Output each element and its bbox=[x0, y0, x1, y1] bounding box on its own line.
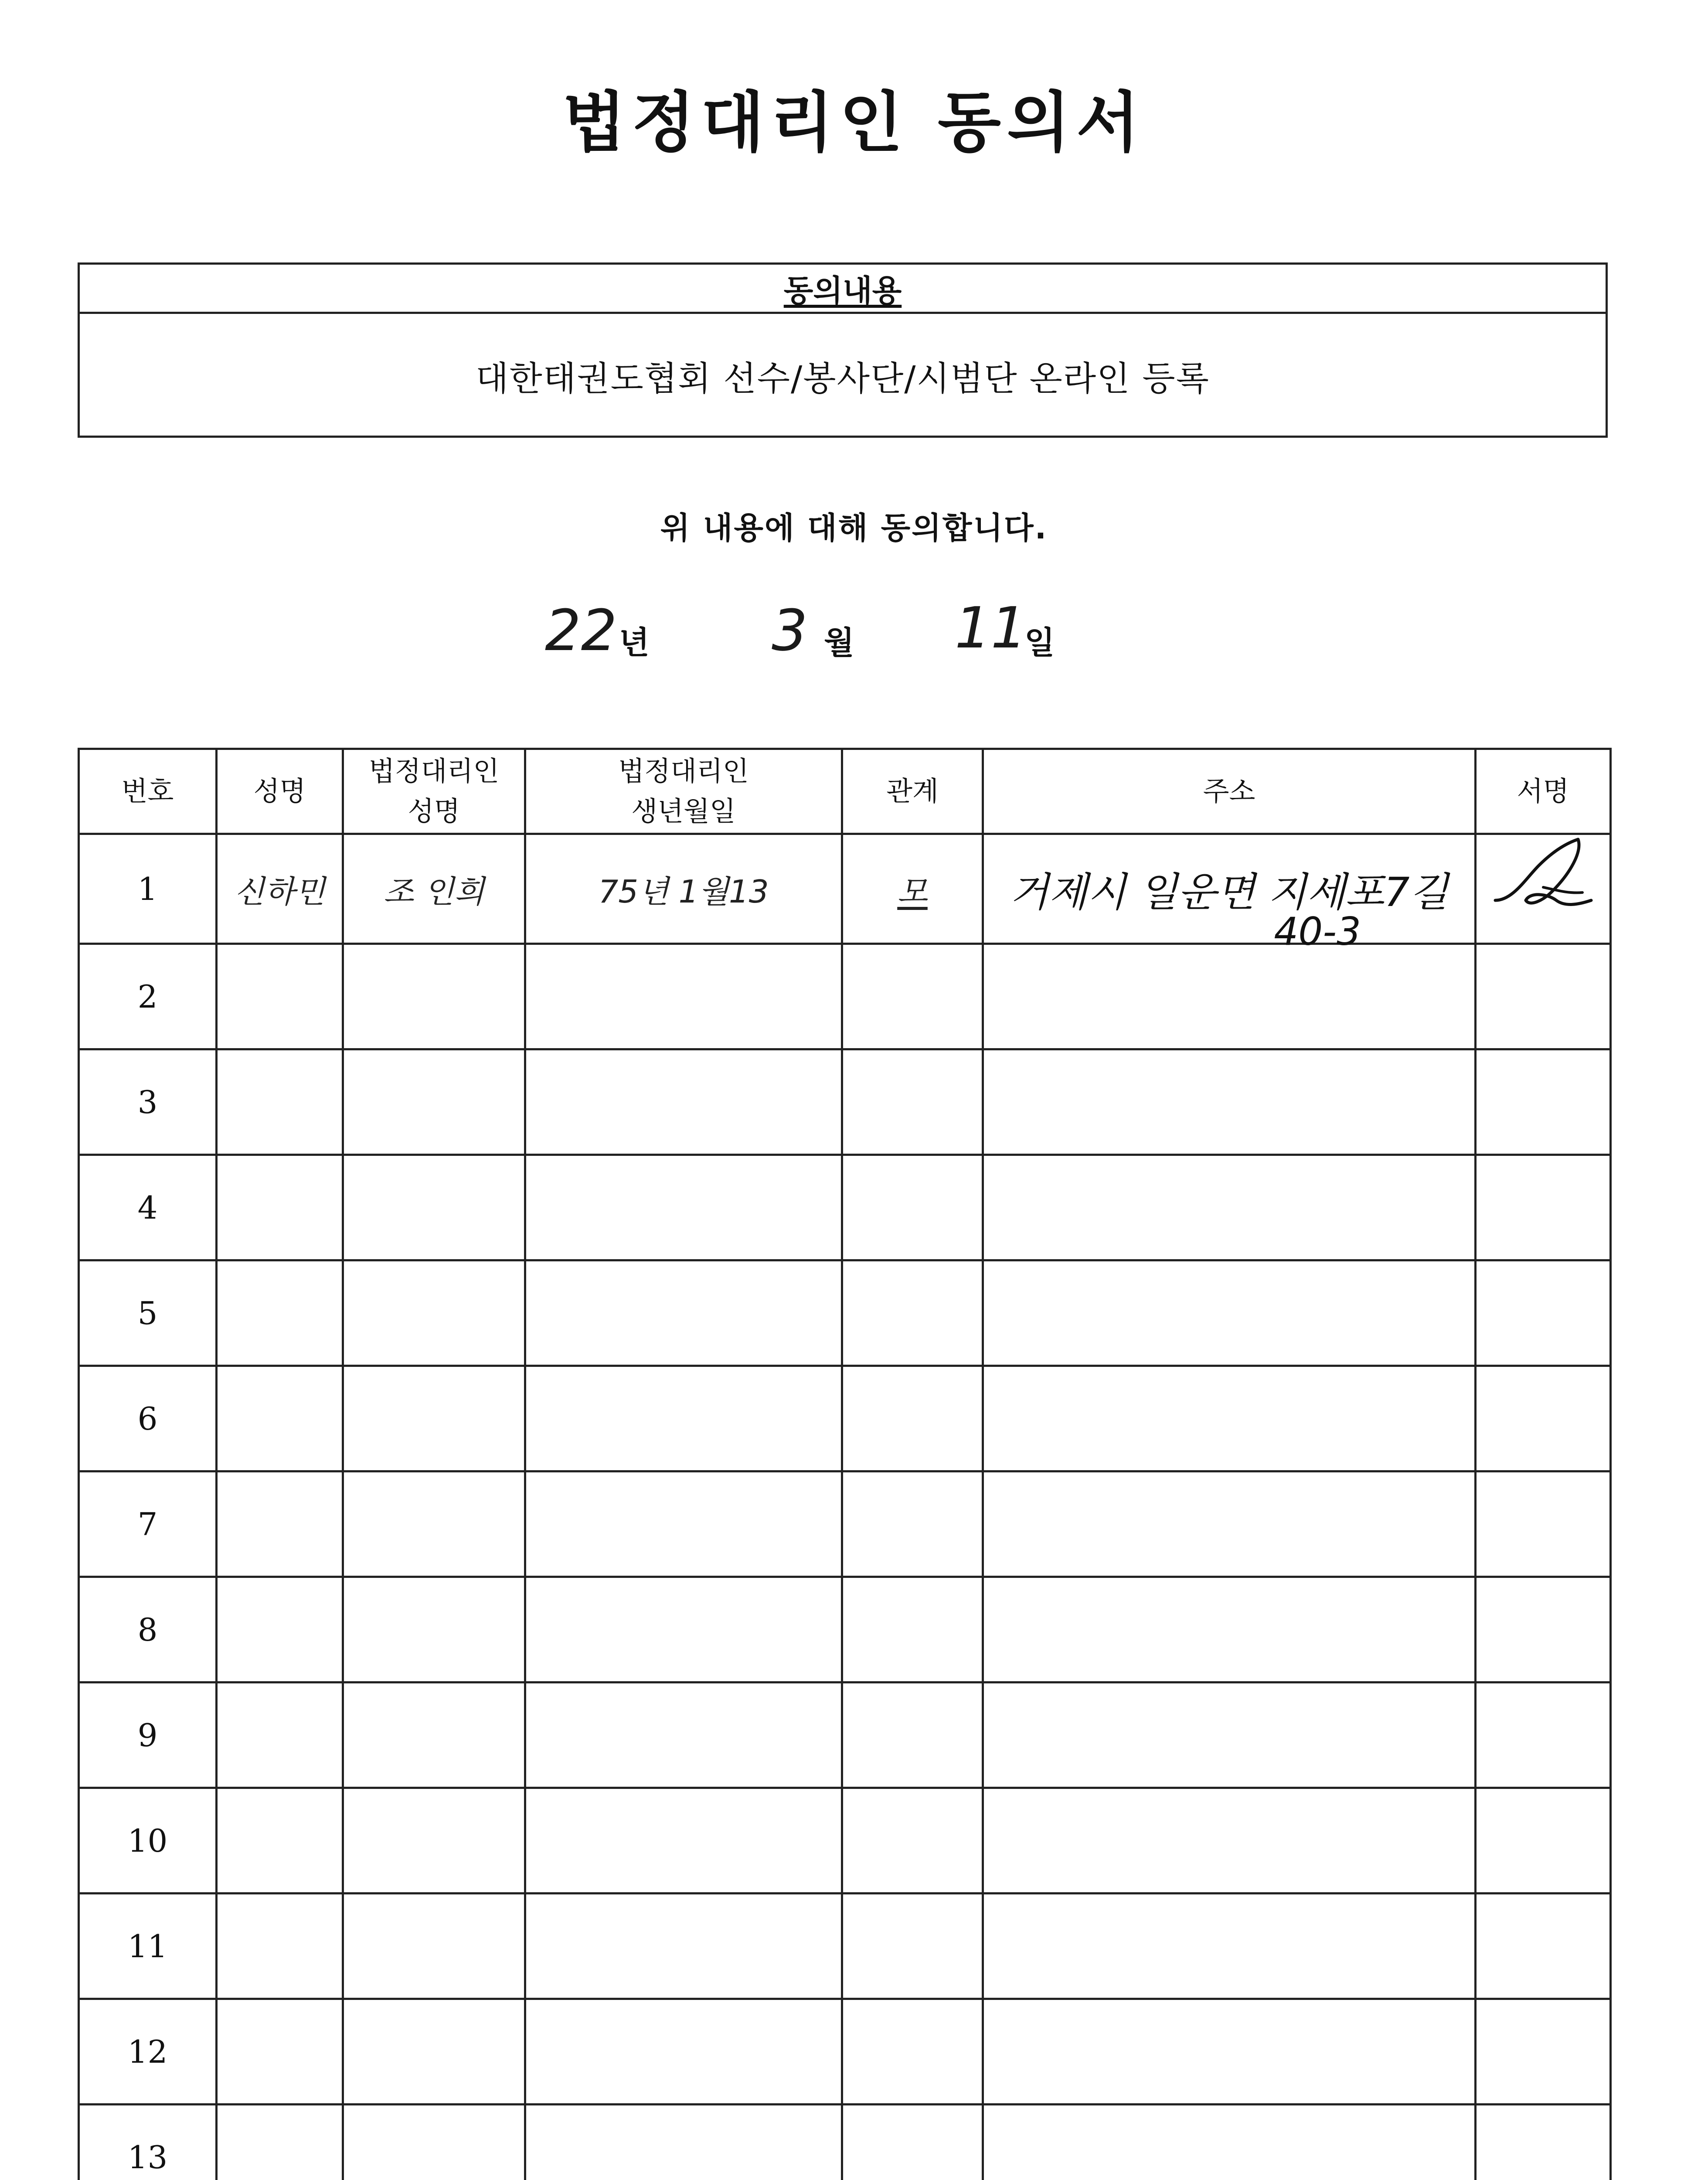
row-number: 1 bbox=[79, 834, 217, 944]
table-row bbox=[79, 1999, 1611, 2105]
date-day[interactable]: 11 bbox=[955, 595, 1027, 661]
relation-cell[interactable] bbox=[842, 1683, 983, 1788]
signature-cell[interactable] bbox=[1476, 1683, 1611, 1788]
signature-cell[interactable] bbox=[1476, 1155, 1611, 1260]
address-cell[interactable] bbox=[983, 1894, 1476, 1999]
guardian-birth-cell[interactable] bbox=[525, 1260, 842, 1366]
signature-cell[interactable] bbox=[1476, 1577, 1611, 1683]
date-year-unit: 년 bbox=[619, 624, 650, 661]
row-number: 4 bbox=[79, 1155, 217, 1260]
guardian-name-cell[interactable] bbox=[343, 1999, 525, 2105]
guardian-birth-cell[interactable] bbox=[525, 1894, 842, 1999]
address-cell[interactable] bbox=[983, 834, 1476, 954]
table-row bbox=[79, 2105, 1611, 2180]
guardian-name-cell[interactable] bbox=[343, 1577, 525, 1683]
relation-cell[interactable] bbox=[842, 2105, 983, 2180]
table-row bbox=[79, 1366, 1611, 1472]
col-header-name: 성명 bbox=[217, 749, 343, 834]
col-header-guardian-name-line1: 법정대리인 bbox=[368, 755, 500, 787]
guardian-birth-cell[interactable]: 75년 1월13 bbox=[525, 834, 842, 944]
col-header-guardian-birth bbox=[525, 749, 842, 834]
date-month-unit: 월 bbox=[824, 624, 854, 661]
row-number: 7 bbox=[79, 1472, 217, 1577]
guardian-birth-cell[interactable] bbox=[525, 1155, 842, 1260]
table-row bbox=[79, 1894, 1611, 1999]
name-cell[interactable] bbox=[217, 2105, 343, 2180]
relation-cell[interactable] bbox=[842, 1366, 983, 1472]
row-number: 3 bbox=[79, 1049, 217, 1155]
guardian-name-cell[interactable] bbox=[343, 1260, 525, 1366]
col-header-guardian-name bbox=[343, 749, 525, 834]
col-header-guardian-birth-line2: 생년월일 bbox=[631, 795, 736, 827]
row-number: 12 bbox=[79, 1999, 217, 2105]
guardian-birth-cell[interactable] bbox=[525, 1999, 842, 2105]
signature-cell[interactable] bbox=[1476, 1049, 1611, 1155]
table-row bbox=[79, 1049, 1611, 1155]
guardian-name-cell[interactable] bbox=[343, 1155, 525, 1260]
guardian-name-cell[interactable] bbox=[343, 1472, 525, 1577]
signature-cell[interactable] bbox=[1476, 1999, 1611, 2105]
relation-value: 모 bbox=[897, 873, 928, 910]
table-row bbox=[79, 944, 1611, 1049]
name-cell[interactable] bbox=[217, 1155, 343, 1260]
address-cell[interactable] bbox=[983, 1577, 1476, 1683]
guardian-birth-cell[interactable] bbox=[525, 2105, 842, 2180]
name-cell[interactable] bbox=[217, 1366, 343, 1472]
relation-cell[interactable] bbox=[842, 1894, 983, 1999]
col-header-guardian-birth-line1: 법정대리인 bbox=[618, 755, 749, 787]
address-cell[interactable] bbox=[983, 1788, 1476, 1894]
relation-cell[interactable] bbox=[842, 1472, 983, 1577]
name-cell[interactable] bbox=[217, 1788, 343, 1894]
relation-cell[interactable] bbox=[842, 1155, 983, 1260]
guardian-name-cell[interactable] bbox=[343, 1049, 525, 1155]
table-row bbox=[79, 1788, 1611, 1894]
signature-cell[interactable] bbox=[1476, 1366, 1611, 1472]
row-number: 6 bbox=[79, 1366, 217, 1472]
address-cell[interactable] bbox=[983, 2105, 1476, 2180]
row-number: 13 bbox=[79, 2105, 217, 2180]
name-cell[interactable] bbox=[217, 944, 343, 1049]
consent-content: 대한태권도협회 선수/봉사단/시범단 온라인 등록 bbox=[476, 359, 1210, 399]
consent-box bbox=[78, 262, 1608, 438]
address-line1: 거제시 일운면 지세포7길 bbox=[1010, 869, 1449, 916]
col-header-relation: 관계 bbox=[842, 749, 983, 834]
address-cell[interactable] bbox=[983, 1155, 1476, 1260]
consent-header bbox=[80, 265, 1606, 314]
name-cell[interactable] bbox=[217, 1999, 343, 2105]
guardian-birth-cell[interactable] bbox=[525, 1366, 842, 1472]
table-header-row bbox=[79, 749, 1611, 834]
address-cell[interactable] bbox=[983, 1472, 1476, 1577]
guardian-birth-cell[interactable] bbox=[525, 1577, 842, 1683]
table-row bbox=[79, 1472, 1611, 1577]
address-cell[interactable] bbox=[983, 1999, 1476, 2105]
relation-cell[interactable] bbox=[842, 944, 983, 1049]
table-row bbox=[79, 834, 1611, 944]
guardian-name-cell[interactable] bbox=[343, 944, 525, 1049]
document-title: 법정대리인 동의서 bbox=[562, 85, 1146, 161]
name-cell[interactable] bbox=[217, 1894, 343, 1999]
guardian-name-cell[interactable] bbox=[343, 1683, 525, 1788]
date-day-unit: 일 bbox=[1024, 624, 1055, 661]
row-number: 9 bbox=[79, 1683, 217, 1788]
address-cell[interactable] bbox=[983, 1366, 1476, 1472]
name-cell[interactable]: 신하민 bbox=[217, 834, 343, 944]
guardian-name-cell[interactable] bbox=[343, 2105, 525, 2180]
guardian-birth-cell[interactable] bbox=[525, 1049, 842, 1155]
guardian-name-cell[interactable]: 조 인희 bbox=[343, 834, 525, 944]
signature-cell[interactable] bbox=[1476, 1472, 1611, 1577]
table-row bbox=[79, 1155, 1611, 1260]
guardian-name-cell[interactable] bbox=[343, 1366, 525, 1472]
table-row bbox=[79, 1260, 1611, 1366]
signature-cell[interactable] bbox=[1476, 1788, 1611, 1894]
signature-cell[interactable] bbox=[1476, 2105, 1611, 2180]
name-cell[interactable] bbox=[217, 1683, 343, 1788]
address-cell[interactable] bbox=[983, 944, 1476, 1049]
date-year[interactable]: 22 bbox=[545, 597, 617, 664]
row-number: 10 bbox=[79, 1788, 217, 1894]
agreement-statement: 위 내용에 대해 동의합니다. bbox=[660, 510, 1048, 546]
guardian-name-cell[interactable] bbox=[343, 1894, 525, 1999]
col-header-signature: 서명 bbox=[1476, 749, 1611, 834]
address-line2: 40-3 bbox=[1274, 909, 1361, 954]
address-cell[interactable] bbox=[983, 1683, 1476, 1788]
relation-cell[interactable] bbox=[842, 1788, 983, 1894]
date-line bbox=[0, 597, 1708, 667]
date-month[interactable]: 3 bbox=[772, 597, 808, 664]
row-number: 11 bbox=[79, 1894, 217, 1999]
consent-header-label: 동의내용 bbox=[783, 272, 902, 309]
guardian-birth-cell[interactable] bbox=[525, 1788, 842, 1894]
relation-cell[interactable] bbox=[842, 1260, 983, 1366]
guardian-birth-cell[interactable] bbox=[525, 1683, 842, 1788]
table-row bbox=[79, 1683, 1611, 1788]
relation-cell[interactable] bbox=[842, 1577, 983, 1683]
name-cell[interactable] bbox=[217, 1577, 343, 1683]
guardian-birth-cell[interactable] bbox=[525, 944, 842, 1049]
signature-cell[interactable] bbox=[1476, 1894, 1611, 1999]
address-cell[interactable] bbox=[983, 1260, 1476, 1366]
relation-cell[interactable] bbox=[842, 1999, 983, 2105]
signature-cell[interactable] bbox=[1476, 944, 1611, 1049]
name-cell[interactable] bbox=[217, 1260, 343, 1366]
name-cell[interactable] bbox=[217, 1049, 343, 1155]
table-row bbox=[79, 1577, 1611, 1683]
relation-cell[interactable] bbox=[842, 1049, 983, 1155]
row-number: 8 bbox=[79, 1577, 217, 1683]
col-header-no: 번호 bbox=[79, 749, 217, 834]
guardian-roster-table bbox=[78, 748, 1612, 2180]
relation-cell[interactable] bbox=[842, 834, 983, 944]
guardian-name-cell[interactable] bbox=[343, 1788, 525, 1894]
row-number: 2 bbox=[79, 944, 217, 1049]
signature-cell[interactable] bbox=[1476, 834, 1611, 944]
address-cell[interactable] bbox=[983, 1049, 1476, 1155]
col-header-address: 주소 bbox=[983, 749, 1476, 834]
signature-cell[interactable] bbox=[1476, 1260, 1611, 1366]
col-header-guardian-name-line2: 성명 bbox=[408, 795, 460, 827]
signature-mark-icon bbox=[1478, 835, 1609, 935]
guardian-birth-cell[interactable] bbox=[525, 1472, 842, 1577]
row-number: 5 bbox=[79, 1260, 217, 1366]
name-cell[interactable] bbox=[217, 1472, 343, 1577]
